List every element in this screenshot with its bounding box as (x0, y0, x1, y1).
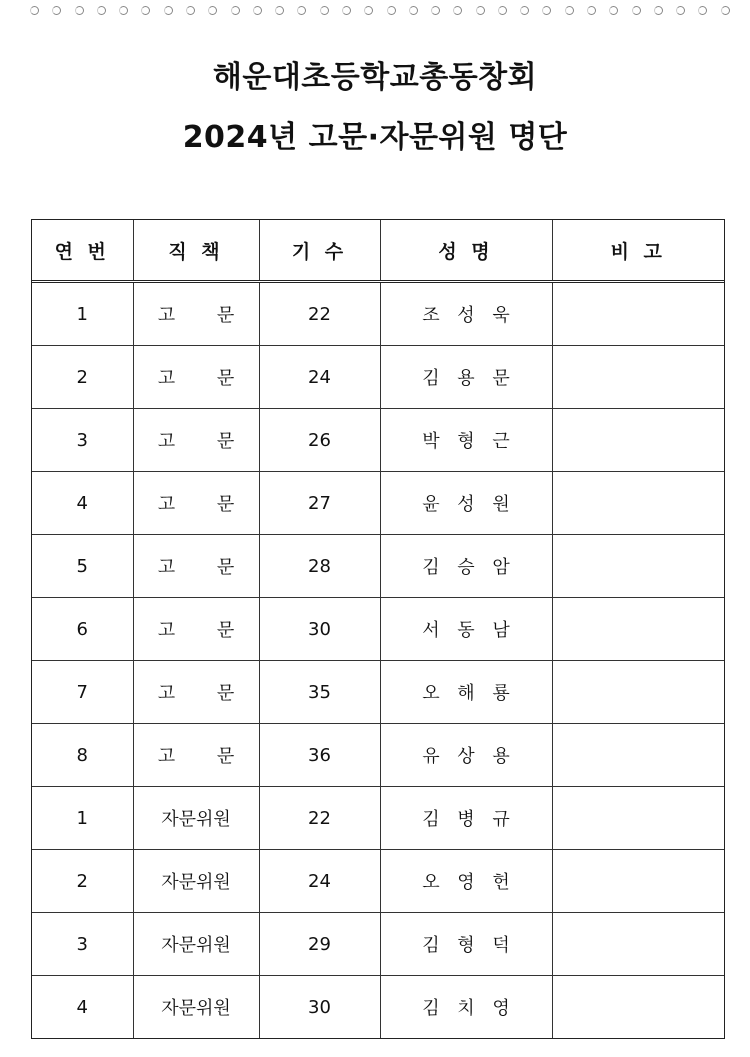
cell-name: 윤 성 원 (380, 472, 552, 535)
cell-no: 8 (32, 724, 133, 787)
cell-no: 3 (32, 913, 133, 976)
cell-position: 자문위원 (133, 850, 259, 913)
cell-class: 22 (259, 787, 380, 850)
binder-ring-icon (498, 6, 507, 15)
binder-ring-icon (409, 6, 418, 15)
cell-name: 박 형 근 (380, 409, 552, 472)
cell-name: 서 동 남 (380, 598, 552, 661)
cell-name: 김 용 문 (380, 346, 552, 409)
cell-name: 김 승 암 (380, 535, 552, 598)
cell-note (552, 787, 724, 850)
cell-class: 22 (259, 282, 380, 346)
cell-name: 조 성 욱 (380, 282, 552, 346)
cell-position: 고 문 (133, 598, 259, 661)
table-row (32, 598, 724, 661)
cell-class: 29 (259, 913, 380, 976)
table-row (32, 787, 724, 850)
cell-class: 28 (259, 535, 380, 598)
binder-ring-icon (275, 6, 284, 15)
cell-no: 1 (32, 787, 133, 850)
binder-ring-icon (342, 6, 351, 15)
cell-name: 오 영 헌 (380, 850, 552, 913)
table-row (32, 850, 724, 913)
table-row (32, 724, 724, 787)
cell-note (552, 346, 724, 409)
binder-ring-icon (186, 6, 195, 15)
cell-name: 김 치 영 (380, 976, 552, 1039)
cell-class: 30 (259, 598, 380, 661)
table-row (32, 535, 724, 598)
cell-no: 6 (32, 598, 133, 661)
cell-note (552, 724, 724, 787)
cell-position: 고 문 (133, 282, 259, 346)
cell-class: 27 (259, 472, 380, 535)
cell-no: 4 (32, 472, 133, 535)
cell-position: 고 문 (133, 535, 259, 598)
cell-position: 자문위원 (133, 787, 259, 850)
cell-position: 고 문 (133, 724, 259, 787)
cell-name: 김 형 덕 (380, 913, 552, 976)
binder-ring-icon (476, 6, 485, 15)
binder-ring-icon (632, 6, 641, 15)
cell-name: 오 해 룡 (380, 661, 552, 724)
table-row (32, 976, 724, 1039)
cell-position: 자문위원 (133, 913, 259, 976)
cell-no: 7 (32, 661, 133, 724)
cell-no: 3 (32, 409, 133, 472)
document-title: 해운대초등학교총동창회 (212, 60, 538, 95)
binder-ring-icon (520, 6, 529, 15)
binder-ring-icon (208, 6, 217, 15)
header-note: 비 고 (552, 220, 724, 282)
binder-ring-icon (542, 6, 551, 15)
binder-ring-icon (431, 6, 440, 15)
cell-name: 김 병 규 (380, 787, 552, 850)
roster-table (32, 220, 724, 1038)
binder-ring-icon (52, 6, 61, 15)
document-subtitle: 2024년 고문·자문위원 명단 (182, 120, 568, 155)
binder-ring-icon (565, 6, 574, 15)
cell-position: 고 문 (133, 472, 259, 535)
binder-ring-icon (654, 6, 663, 15)
cell-class: 24 (259, 850, 380, 913)
cell-position: 고 문 (133, 409, 259, 472)
binder-ring-icon (698, 6, 707, 15)
cell-class: 36 (259, 724, 380, 787)
binder-ring-icon (75, 6, 84, 15)
header-no: 연 번 (32, 220, 133, 282)
cell-note (552, 661, 724, 724)
header-name: 성 명 (380, 220, 552, 282)
header-position: 직 책 (133, 220, 259, 282)
roster-table-frame (31, 219, 725, 1039)
binder-ring-icon (676, 6, 685, 15)
cell-class: 26 (259, 409, 380, 472)
cell-note (552, 472, 724, 535)
cell-note (552, 282, 724, 346)
binder-ring-icon (97, 6, 106, 15)
cell-name: 유 상 용 (380, 724, 552, 787)
cell-class: 24 (259, 346, 380, 409)
binder-ring-icon (30, 6, 39, 15)
table-row (32, 661, 724, 724)
cell-no: 4 (32, 976, 133, 1039)
cell-no: 1 (32, 282, 133, 346)
cell-note (552, 409, 724, 472)
binder-ring-icon (141, 6, 150, 15)
binder-ring-icon (231, 6, 240, 15)
binder-ring-icon (587, 6, 596, 15)
cell-note (552, 976, 724, 1039)
table-row (32, 472, 724, 535)
table-row (32, 282, 724, 346)
table-row (32, 913, 724, 976)
table-header-row (32, 220, 724, 282)
binder-ring-icon (453, 6, 462, 15)
cell-position: 고 문 (133, 346, 259, 409)
binder-ring-icon (609, 6, 618, 15)
header-class: 기 수 (259, 220, 380, 282)
binder-ring-icon (297, 6, 306, 15)
cell-no: 2 (32, 850, 133, 913)
binder-ring-icon (721, 6, 730, 15)
cell-class: 30 (259, 976, 380, 1039)
cell-note (552, 598, 724, 661)
table-row (32, 346, 724, 409)
binder-ring-icon (119, 6, 128, 15)
table-row (32, 409, 724, 472)
binder-ring-icon (387, 6, 396, 15)
cell-position: 고 문 (133, 661, 259, 724)
cell-position: 자문위원 (133, 976, 259, 1039)
binder-rings (30, 6, 730, 18)
cell-note (552, 913, 724, 976)
cell-class: 35 (259, 661, 380, 724)
binder-ring-icon (164, 6, 173, 15)
binder-ring-icon (364, 6, 373, 15)
cell-note (552, 850, 724, 913)
cell-no: 2 (32, 346, 133, 409)
binder-ring-icon (320, 6, 329, 15)
binder-ring-icon (253, 6, 262, 15)
cell-note (552, 535, 724, 598)
cell-no: 5 (32, 535, 133, 598)
